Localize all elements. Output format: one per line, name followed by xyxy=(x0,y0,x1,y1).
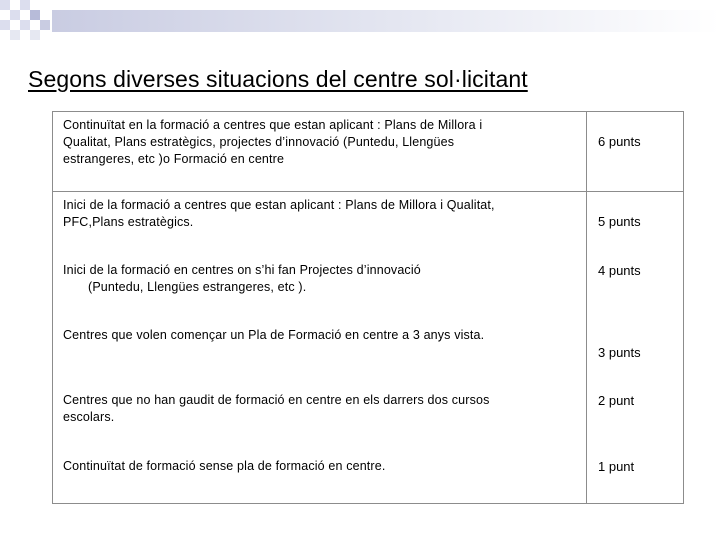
row-6-points: 1 punt xyxy=(598,459,635,474)
decorative-checker-bar xyxy=(0,0,720,52)
row-4-points: 3 punts xyxy=(598,345,641,360)
row-1-description: Continuïtat en la formació a centres que estan aplicant : Plans de Millora i Qualitat, Plans estratègics, projectes d’innovació (Puntedu, Llengües estrangeres, etc )o Formació en centre xyxy=(63,118,483,166)
row-4-description: Centres que volen començar un Pla de Formació en centre a 3 anys vista. xyxy=(63,328,485,342)
row-1-points: 6 punts xyxy=(598,134,641,149)
row-divider xyxy=(53,191,683,192)
scoring-table xyxy=(52,111,684,504)
slide-title: Segons diverses situacions del centre sol·licitant xyxy=(28,66,528,92)
row-2-description: Inici de la formació a centres que estan aplicant : Plans de Millora i Qualitat, PFC,Plans estratègics. xyxy=(63,198,495,229)
row-5-points: 2 punt xyxy=(598,393,635,408)
row-3-points: 4 punts xyxy=(598,263,641,278)
row-3-description: Inici de la formació en centres on s’hi fan Projectes d’innovació (Puntedu, Llengües estrangeres, etc ). xyxy=(63,263,421,294)
row-5-description: Centres que no han gaudit de formació en centre en els darrers dos cursos escolars. xyxy=(63,393,490,424)
row-6-description: Continuïtat de formació sense pla de formació en centre. xyxy=(63,459,386,473)
column-divider xyxy=(586,112,587,503)
row-2-points: 5 punts xyxy=(598,214,641,229)
